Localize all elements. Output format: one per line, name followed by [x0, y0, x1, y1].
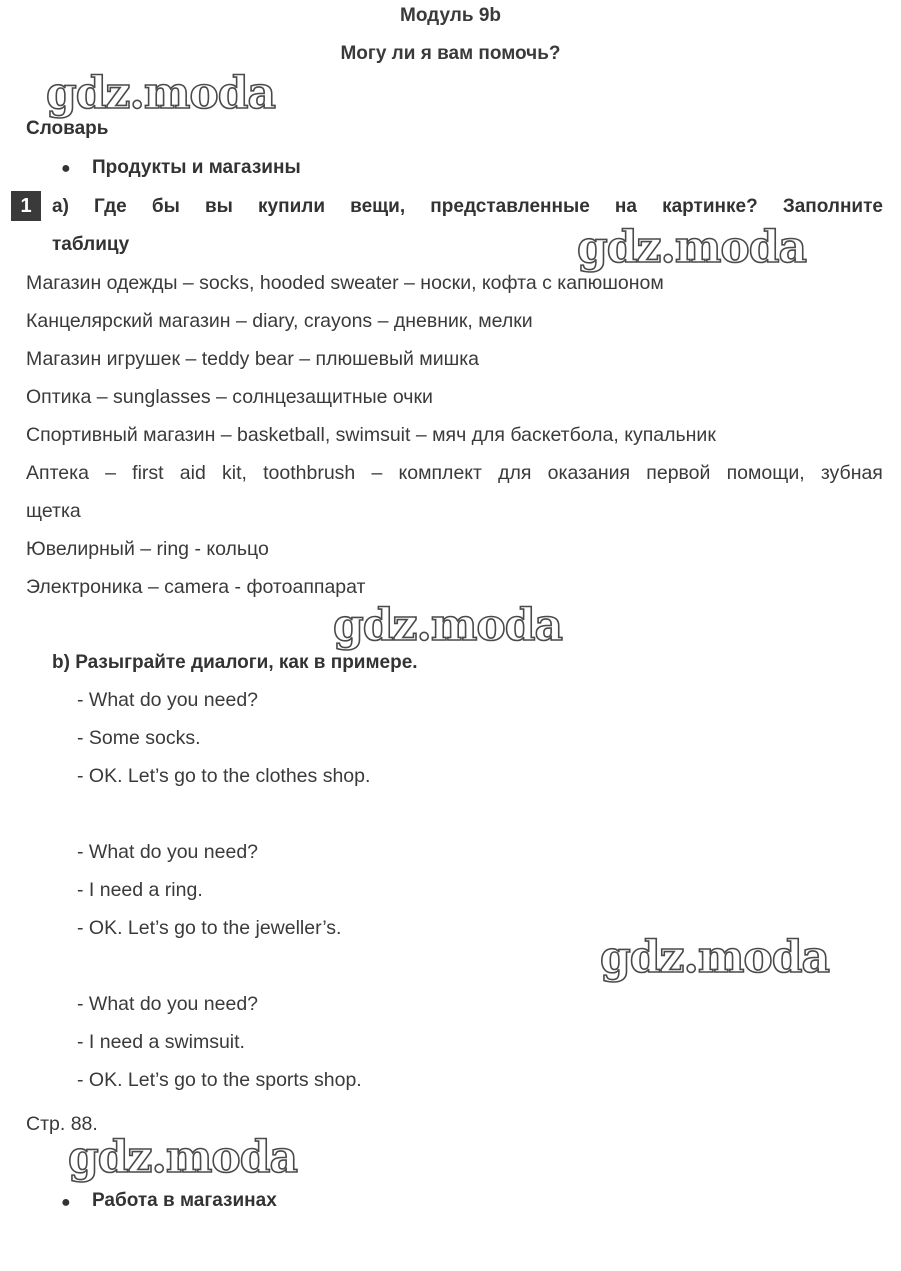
- answer-toys: Магазин игрушек – teddy bear – плюшевый мишка: [26, 348, 480, 370]
- watermark-logo: [44, 66, 304, 122]
- dialogue-2-line-3: - OK. Let’s go to the jeweller’s.: [77, 917, 342, 939]
- watermark-logo: [66, 1130, 326, 1186]
- word: для: [498, 462, 532, 484]
- word: представленные: [430, 196, 590, 217]
- answer-pharmacy-cont: щетка: [26, 500, 81, 522]
- word: оказания: [547, 462, 631, 484]
- dialogue-1-line-2: - Some socks.: [77, 727, 201, 749]
- module-label: Модуль 9b: [400, 5, 501, 26]
- bullet-dot-icon: ●: [61, 160, 71, 177]
- dialogue-2-line-1: - What do you need?: [77, 841, 259, 863]
- answer-electronics: Электроника – camera - фотоаппарат: [26, 576, 366, 598]
- dialogue-1-line-1: - What do you need?: [77, 689, 259, 711]
- exercise-number: 1: [11, 191, 41, 221]
- dialogue-3-line-3: - OK. Let’s go to the sports shop.: [77, 1069, 362, 1091]
- word: комплект: [398, 462, 482, 484]
- word: вещи,: [350, 196, 406, 217]
- word: помощи,: [726, 462, 805, 484]
- dialogue-3-line-1: - What do you need?: [77, 993, 259, 1015]
- word: купили: [258, 196, 326, 217]
- answer-stationery: Канцелярский магазин – diary, crayons – дневник, мелки: [26, 310, 533, 332]
- answer-clothes: Магазин одежды – socks, hooded sweater – носки, кофта с капюшоном: [26, 272, 664, 294]
- word: aid: [179, 462, 206, 484]
- answer-jeweller: Ювелирный – ring - кольцо: [26, 538, 269, 560]
- word: a): [52, 196, 69, 217]
- word: –: [105, 462, 116, 484]
- word: на: [614, 196, 637, 217]
- word: Где: [94, 196, 127, 217]
- word: toothbrush: [263, 462, 356, 484]
- word: вы: [204, 196, 233, 217]
- word: –: [371, 462, 383, 484]
- svg-text:gdz.moda: gdz.moda: [577, 222, 807, 273]
- word: зубная: [820, 462, 883, 484]
- svg-text:gdz.moda: gdz.moda: [600, 932, 830, 983]
- word: Аптека: [26, 462, 89, 484]
- exercise-a-title: [52, 196, 883, 218]
- svg-text:gdz.moda: gdz.moda: [333, 600, 563, 651]
- page-reference: Стр. 88.: [26, 1113, 98, 1135]
- bullet-dot-icon: ●: [61, 1194, 71, 1211]
- word: первой: [646, 462, 711, 484]
- exercise-a-title-cont: таблицу: [52, 234, 130, 255]
- watermark-logo: [575, 220, 835, 276]
- svg-text:gdz.moda: gdz.moda: [68, 1132, 298, 1183]
- bullet-item-products: Продукты и магазины: [92, 157, 301, 178]
- word: картинке?: [662, 196, 758, 217]
- dialogue-3-line-2: - I need a swimsuit.: [77, 1031, 245, 1053]
- watermark-logo: [331, 598, 591, 654]
- dialogue-2-line-2: - I need a ring.: [77, 879, 203, 901]
- word: first: [132, 462, 164, 484]
- bullet-item-shop-work: Работа в магазинах: [92, 1190, 277, 1211]
- word: kit,: [222, 462, 247, 484]
- exercise-b-title: b) Разыграйте диалоги, как в примере.: [52, 652, 418, 673]
- section-label: Словарь: [26, 118, 109, 139]
- dialogue-1-line-3: - OK. Let’s go to the clothes shop.: [77, 765, 371, 787]
- svg-text:gdz.moda: gdz.moda: [46, 68, 276, 119]
- answer-optics: Оптика – sunglasses – солнцезащитные очки: [26, 386, 433, 408]
- watermark-logo: [598, 930, 858, 986]
- page-title: Могу ли я вам помочь?: [340, 43, 561, 64]
- word: бы: [151, 196, 180, 217]
- answer-sports: Спортивный магазин – basketball, swimsuit – мяч для баскетбола, купальник: [26, 424, 716, 446]
- word: Заполните: [782, 196, 883, 217]
- answer-pharmacy: [26, 462, 883, 485]
